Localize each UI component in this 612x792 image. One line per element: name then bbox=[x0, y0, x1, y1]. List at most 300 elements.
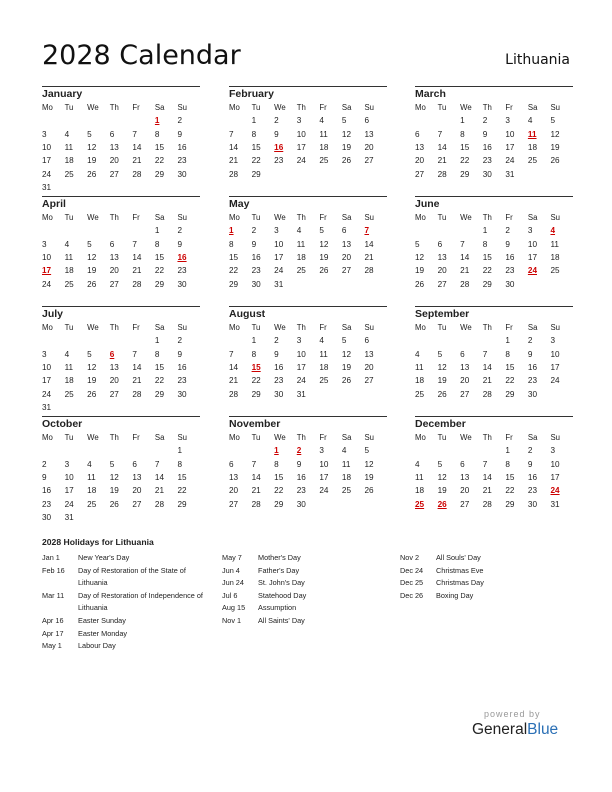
weekday-header bbox=[42, 431, 200, 444]
holiday-day: 16 bbox=[274, 142, 284, 152]
day-cell: 31 bbox=[42, 403, 52, 413]
month-october bbox=[42, 416, 200, 524]
month-name: January bbox=[42, 88, 83, 100]
month-name: October bbox=[42, 418, 83, 430]
day-cell: 20 bbox=[109, 266, 119, 276]
day-cell: 26 bbox=[341, 156, 351, 166]
week-row bbox=[229, 154, 387, 167]
month-february bbox=[229, 86, 387, 181]
day-cell: 10 bbox=[42, 362, 52, 372]
day-cell: 13 bbox=[109, 142, 119, 152]
day-cell: 3 bbox=[42, 129, 47, 139]
weekday-label: Th bbox=[296, 103, 306, 112]
holiday-date: Jul 6 bbox=[222, 590, 238, 600]
day-cell: 30 bbox=[527, 499, 537, 509]
month-name: June bbox=[415, 198, 440, 210]
day-cell: 10 bbox=[64, 472, 74, 482]
day-cell: 13 bbox=[437, 252, 447, 262]
day-cell: 15 bbox=[154, 252, 164, 262]
holiday-date: Dec 24 bbox=[400, 565, 424, 575]
day-cell: 29 bbox=[177, 499, 187, 509]
day-cell: 15 bbox=[482, 252, 492, 262]
day-cell: 5 bbox=[550, 116, 556, 126]
week-row bbox=[229, 114, 387, 127]
day-cell: 4 bbox=[319, 336, 324, 346]
day-cell: 17 bbox=[42, 156, 52, 166]
week-row bbox=[415, 471, 573, 484]
holiday-day: 26 bbox=[437, 499, 447, 509]
week-row bbox=[42, 457, 200, 470]
month-name: April bbox=[42, 198, 66, 210]
day-cell: 14 bbox=[154, 472, 164, 482]
month-name: May bbox=[229, 198, 250, 210]
week-row bbox=[415, 114, 573, 127]
day-cell: 7 bbox=[482, 459, 488, 469]
month-january bbox=[42, 86, 200, 194]
day-cell: 11 bbox=[296, 239, 306, 249]
day-cell: 21 bbox=[229, 156, 239, 166]
day-cell: 7 bbox=[229, 349, 234, 359]
month-july bbox=[42, 306, 200, 414]
day-cell: 12 bbox=[550, 129, 560, 139]
weekday-label: We bbox=[274, 213, 286, 222]
day-cell: 26 bbox=[87, 169, 97, 179]
day-cell: 20 bbox=[132, 486, 142, 496]
holiday-name: Christmas Day bbox=[436, 578, 484, 588]
day-cell: 30 bbox=[177, 169, 187, 179]
day-cell: 12 bbox=[437, 472, 447, 482]
week-row bbox=[415, 251, 573, 264]
day-cell: 25 bbox=[341, 486, 351, 496]
day-cell: 14 bbox=[132, 252, 142, 262]
day-cell: 7 bbox=[482, 349, 488, 359]
week-row bbox=[229, 127, 387, 140]
weekday-label: Sa bbox=[341, 103, 352, 112]
holiday-day: 16 bbox=[177, 252, 187, 262]
day-cell: 31 bbox=[550, 499, 560, 509]
weekday-label: Tu bbox=[64, 323, 74, 332]
holiday-date: May 1 bbox=[42, 641, 62, 651]
day-cell: 30 bbox=[177, 279, 187, 289]
day-cell: 21 bbox=[229, 376, 239, 386]
day-cell: 3 bbox=[550, 446, 556, 456]
day-cell: 1 bbox=[482, 226, 488, 236]
day-cell: 7 bbox=[132, 349, 137, 359]
day-cell: 25 bbox=[64, 389, 74, 399]
day-cell: 17 bbox=[64, 486, 74, 496]
day-cell: 30 bbox=[527, 389, 537, 399]
holiday-day: 15 bbox=[251, 362, 261, 372]
weekday-label: Fr bbox=[319, 323, 327, 332]
day-cell: 19 bbox=[415, 266, 425, 276]
day-cell: 8 bbox=[460, 129, 465, 139]
week-row bbox=[229, 237, 387, 250]
day-cell: 25 bbox=[550, 266, 560, 276]
day-cell: 9 bbox=[177, 349, 183, 359]
week-row bbox=[42, 168, 200, 181]
day-cell: 20 bbox=[415, 156, 425, 166]
day-cell: 16 bbox=[505, 252, 515, 262]
day-cell: 21 bbox=[482, 486, 492, 496]
day-cell: 28 bbox=[132, 279, 142, 289]
day-cell: 24 bbox=[42, 389, 52, 399]
weekday-label: Fr bbox=[505, 213, 513, 222]
weekday-label: Su bbox=[364, 213, 375, 222]
day-cell: 15 bbox=[274, 472, 284, 482]
week-row bbox=[229, 444, 387, 457]
day-cell: 9 bbox=[274, 349, 279, 359]
day-cell: 22 bbox=[274, 486, 284, 496]
week-row bbox=[415, 141, 573, 154]
weekday-header bbox=[42, 211, 200, 224]
day-cell: 20 bbox=[364, 362, 374, 372]
day-cell: 18 bbox=[296, 252, 306, 262]
day-cell: 25 bbox=[319, 156, 329, 166]
day-cell: 9 bbox=[482, 129, 488, 139]
day-cell: 23 bbox=[505, 266, 515, 276]
week-row bbox=[42, 278, 200, 291]
month-name: July bbox=[42, 308, 64, 320]
day-cell: 2 bbox=[177, 116, 183, 126]
day-cell: 12 bbox=[109, 472, 119, 482]
day-cell: 27 bbox=[437, 279, 447, 289]
holidays-heading: 2028 Holidays for Lithuania bbox=[42, 537, 154, 547]
day-cell: 15 bbox=[229, 252, 239, 262]
brand-part-a: General bbox=[472, 721, 528, 738]
day-cell: 6 bbox=[460, 349, 465, 359]
day-cell: 5 bbox=[87, 239, 92, 249]
weekday-label: Mo bbox=[229, 213, 240, 222]
day-cell: 24 bbox=[296, 156, 306, 166]
weekday-label: Su bbox=[550, 323, 561, 332]
holiday-item bbox=[222, 577, 382, 590]
day-cell: 11 bbox=[341, 459, 351, 469]
day-cell: 29 bbox=[251, 169, 261, 179]
holiday-day: 11 bbox=[527, 129, 537, 139]
weekday-label: Sa bbox=[527, 323, 538, 332]
day-cell: 2 bbox=[505, 226, 510, 236]
day-cell: 19 bbox=[364, 472, 374, 482]
day-cell: 28 bbox=[482, 389, 492, 399]
month-name: September bbox=[415, 308, 470, 320]
day-cell: 8 bbox=[154, 349, 160, 359]
week-row bbox=[229, 224, 387, 237]
day-cell: 17 bbox=[319, 472, 329, 482]
weekday-header bbox=[415, 321, 573, 334]
weekday-label: Sa bbox=[527, 433, 538, 442]
day-cell: 14 bbox=[229, 142, 239, 152]
week-row bbox=[42, 141, 200, 154]
day-cell: 6 bbox=[132, 459, 137, 469]
day-cell: 20 bbox=[460, 486, 470, 496]
holiday-date: Aug 15 bbox=[222, 603, 246, 613]
weekday-label: Sa bbox=[154, 433, 165, 442]
holiday-item bbox=[42, 628, 212, 641]
day-cell: 15 bbox=[177, 472, 187, 482]
day-cell: 8 bbox=[251, 129, 257, 139]
day-cell: 22 bbox=[154, 156, 164, 166]
holiday-item bbox=[42, 615, 212, 628]
day-cell: 19 bbox=[341, 142, 351, 152]
day-cell: 28 bbox=[154, 499, 164, 509]
day-cell: 26 bbox=[550, 156, 560, 166]
holiday-date: Feb 16 bbox=[42, 565, 65, 575]
day-cell: 13 bbox=[364, 129, 374, 139]
day-cell: 23 bbox=[527, 376, 537, 386]
weekday-label: Mo bbox=[229, 433, 240, 442]
day-cell: 7 bbox=[460, 239, 465, 249]
weekday-label: Mo bbox=[229, 323, 240, 332]
day-cell: 1 bbox=[505, 446, 510, 456]
day-cell: 1 bbox=[154, 226, 160, 236]
weekday-label: Sa bbox=[341, 213, 352, 222]
holiday-date: Dec 25 bbox=[400, 578, 424, 588]
weekday-label: Mo bbox=[415, 103, 426, 112]
day-cell: 11 bbox=[319, 129, 328, 139]
day-cell: 18 bbox=[319, 142, 329, 152]
holiday-date: Nov 2 bbox=[400, 553, 420, 562]
day-cell: 12 bbox=[319, 239, 329, 249]
day-cell: 31 bbox=[296, 389, 306, 399]
week-row bbox=[415, 498, 573, 511]
day-cell: 9 bbox=[527, 459, 533, 469]
day-cell: 13 bbox=[229, 472, 239, 482]
day-cell: 19 bbox=[87, 156, 97, 166]
month-november bbox=[229, 416, 387, 511]
day-cell: 14 bbox=[132, 142, 142, 152]
day-cell: 17 bbox=[42, 376, 52, 386]
weekday-label: Fr bbox=[132, 213, 140, 222]
day-cell: 5 bbox=[364, 446, 370, 456]
weekday-header bbox=[229, 431, 387, 444]
day-cell: 15 bbox=[154, 142, 164, 152]
brand-logo[interactable] bbox=[472, 721, 558, 739]
week-row bbox=[42, 127, 200, 140]
day-cell: 27 bbox=[364, 376, 374, 386]
weekday-label: Tu bbox=[437, 323, 447, 332]
day-cell: 1 bbox=[460, 116, 465, 126]
day-cell: 6 bbox=[437, 239, 443, 249]
day-cell: 20 bbox=[109, 156, 119, 166]
day-cell: 25 bbox=[87, 499, 97, 509]
day-cell: 23 bbox=[296, 486, 306, 496]
weekday-label: Tu bbox=[437, 213, 447, 222]
weekday-label: Su bbox=[364, 323, 375, 332]
day-cell: 11 bbox=[550, 239, 559, 249]
month-march bbox=[415, 86, 573, 181]
day-cell: 4 bbox=[341, 446, 347, 456]
day-cell: 23 bbox=[177, 156, 187, 166]
day-cell: 5 bbox=[437, 459, 443, 469]
day-cell: 9 bbox=[274, 129, 279, 139]
holiday-item bbox=[222, 615, 382, 628]
day-cell: 30 bbox=[274, 389, 284, 399]
weekday-label: Fr bbox=[132, 103, 140, 112]
week-row bbox=[229, 361, 387, 374]
weekday-label: We bbox=[460, 213, 472, 222]
day-cell: 25 bbox=[527, 156, 537, 166]
month-name: March bbox=[415, 88, 446, 100]
holiday-item bbox=[400, 577, 560, 590]
day-cell: 4 bbox=[415, 349, 420, 359]
day-cell: 12 bbox=[437, 362, 447, 372]
day-cell: 10 bbox=[527, 239, 537, 249]
day-cell: 20 bbox=[341, 252, 351, 262]
day-cell: 8 bbox=[154, 129, 160, 139]
day-cell: 13 bbox=[109, 252, 119, 262]
weekday-header bbox=[229, 321, 387, 334]
weekday-label: Th bbox=[482, 433, 492, 442]
day-cell: 12 bbox=[341, 129, 351, 139]
day-cell: 23 bbox=[177, 266, 187, 276]
week-row bbox=[229, 498, 387, 511]
day-cell: 26 bbox=[437, 389, 447, 399]
week-row bbox=[415, 278, 573, 291]
day-cell: 15 bbox=[251, 142, 261, 152]
day-cell: 2 bbox=[177, 336, 183, 346]
day-cell: 5 bbox=[341, 336, 347, 346]
day-cell: 4 bbox=[64, 239, 70, 249]
day-cell: 29 bbox=[505, 499, 515, 509]
day-cell: 18 bbox=[87, 486, 97, 496]
holiday-name: Father's Day bbox=[258, 565, 300, 575]
day-cell: 9 bbox=[177, 129, 183, 139]
holiday-day: 17 bbox=[42, 266, 52, 276]
holiday-name: All Saints' Day bbox=[258, 615, 305, 625]
weekday-label: We bbox=[87, 103, 99, 112]
holiday-date: May 7 bbox=[222, 553, 242, 562]
week-row bbox=[229, 334, 387, 347]
day-cell: 22 bbox=[229, 266, 239, 276]
day-cell: 18 bbox=[527, 142, 537, 152]
month-may bbox=[229, 196, 387, 291]
day-cell: 8 bbox=[274, 459, 279, 469]
holiday-day: 1 bbox=[154, 116, 160, 126]
day-cell: 24 bbox=[274, 266, 284, 276]
week-row bbox=[229, 457, 387, 470]
day-cell: 30 bbox=[177, 389, 187, 399]
day-cell: 25 bbox=[415, 389, 425, 399]
day-cell: 31 bbox=[42, 183, 52, 193]
day-cell: 14 bbox=[482, 362, 492, 372]
week-row bbox=[415, 361, 573, 374]
day-cell: 13 bbox=[460, 362, 470, 372]
day-cell: 17 bbox=[550, 472, 560, 482]
weekday-header bbox=[415, 431, 573, 444]
powered-by-text: powered by bbox=[484, 709, 541, 719]
day-cell: 26 bbox=[415, 279, 425, 289]
holiday-date: Apr 17 bbox=[42, 628, 64, 638]
weekday-label: Th bbox=[482, 213, 492, 222]
day-cell: 10 bbox=[550, 459, 560, 469]
day-cell: 9 bbox=[251, 239, 257, 249]
week-row bbox=[42, 374, 200, 387]
day-cell: 27 bbox=[109, 279, 119, 289]
holiday-item bbox=[222, 552, 382, 565]
day-cell: 7 bbox=[229, 129, 234, 139]
weekday-label: Tu bbox=[437, 433, 447, 442]
day-cell: 22 bbox=[251, 156, 261, 166]
weekday-label: Su bbox=[364, 103, 375, 112]
day-cell: 7 bbox=[437, 129, 443, 139]
weekday-header bbox=[229, 101, 387, 114]
day-cell: 24 bbox=[64, 499, 74, 509]
day-cell: 5 bbox=[87, 129, 92, 139]
weekday-label: Tu bbox=[64, 103, 74, 112]
day-cell: 14 bbox=[482, 472, 492, 482]
week-row bbox=[42, 154, 200, 167]
day-cell: 24 bbox=[42, 169, 52, 179]
day-cell: 12 bbox=[364, 459, 374, 469]
holiday-name: Labour Day bbox=[78, 641, 116, 651]
day-cell: 18 bbox=[64, 376, 74, 386]
weekday-label: Fr bbox=[132, 323, 140, 332]
weekday-label: Sa bbox=[154, 323, 165, 332]
day-cell: 20 bbox=[437, 266, 447, 276]
weekday-label: Mo bbox=[42, 103, 53, 112]
day-cell: 5 bbox=[437, 349, 443, 359]
weekday-label: Th bbox=[109, 433, 119, 442]
day-cell: 30 bbox=[42, 513, 52, 523]
day-cell: 27 bbox=[415, 169, 425, 179]
weekday-label: Fr bbox=[319, 213, 327, 222]
day-cell: 22 bbox=[251, 376, 261, 386]
weekday-label: Sa bbox=[527, 213, 538, 222]
week-row bbox=[415, 224, 573, 237]
day-cell: 27 bbox=[132, 499, 142, 509]
week-row bbox=[42, 181, 200, 194]
week-row bbox=[229, 374, 387, 387]
day-cell: 2 bbox=[527, 336, 533, 346]
day-cell: 4 bbox=[87, 459, 92, 469]
week-row bbox=[415, 168, 573, 181]
day-cell: 2 bbox=[177, 226, 183, 236]
day-cell: 27 bbox=[229, 499, 239, 509]
holiday-name: Easter Sunday bbox=[78, 615, 126, 625]
day-cell: 8 bbox=[505, 349, 510, 359]
weekday-label: We bbox=[460, 103, 472, 112]
holiday-column bbox=[400, 552, 560, 602]
day-cell: 9 bbox=[42, 472, 47, 482]
day-cell: 21 bbox=[364, 252, 374, 262]
weekday-label: Sa bbox=[154, 103, 165, 112]
day-cell: 7 bbox=[132, 239, 137, 249]
day-cell: 14 bbox=[132, 362, 142, 372]
day-cell: 19 bbox=[87, 266, 97, 276]
weekday-label: Mo bbox=[42, 213, 53, 222]
weekday-label: Su bbox=[550, 103, 561, 112]
day-cell: 27 bbox=[341, 266, 351, 276]
brand-part-b: Blue bbox=[527, 721, 559, 738]
day-cell: 11 bbox=[64, 362, 74, 372]
day-cell: 16 bbox=[177, 142, 187, 152]
week-row bbox=[229, 484, 387, 497]
month-september bbox=[415, 306, 573, 401]
holiday-date: Jun 24 bbox=[222, 578, 244, 588]
day-cell: 4 bbox=[64, 349, 70, 359]
weekday-label: Tu bbox=[437, 103, 447, 112]
day-cell: 23 bbox=[251, 266, 261, 276]
weekday-header bbox=[415, 101, 573, 114]
weekday-label: Fr bbox=[505, 433, 513, 442]
day-cell: 16 bbox=[251, 252, 261, 262]
day-cell: 27 bbox=[109, 389, 119, 399]
week-row bbox=[229, 264, 387, 277]
weekday-label: Mo bbox=[42, 433, 53, 442]
weekday-label: Tu bbox=[251, 323, 261, 332]
day-cell: 18 bbox=[550, 252, 560, 262]
weekday-header bbox=[229, 211, 387, 224]
